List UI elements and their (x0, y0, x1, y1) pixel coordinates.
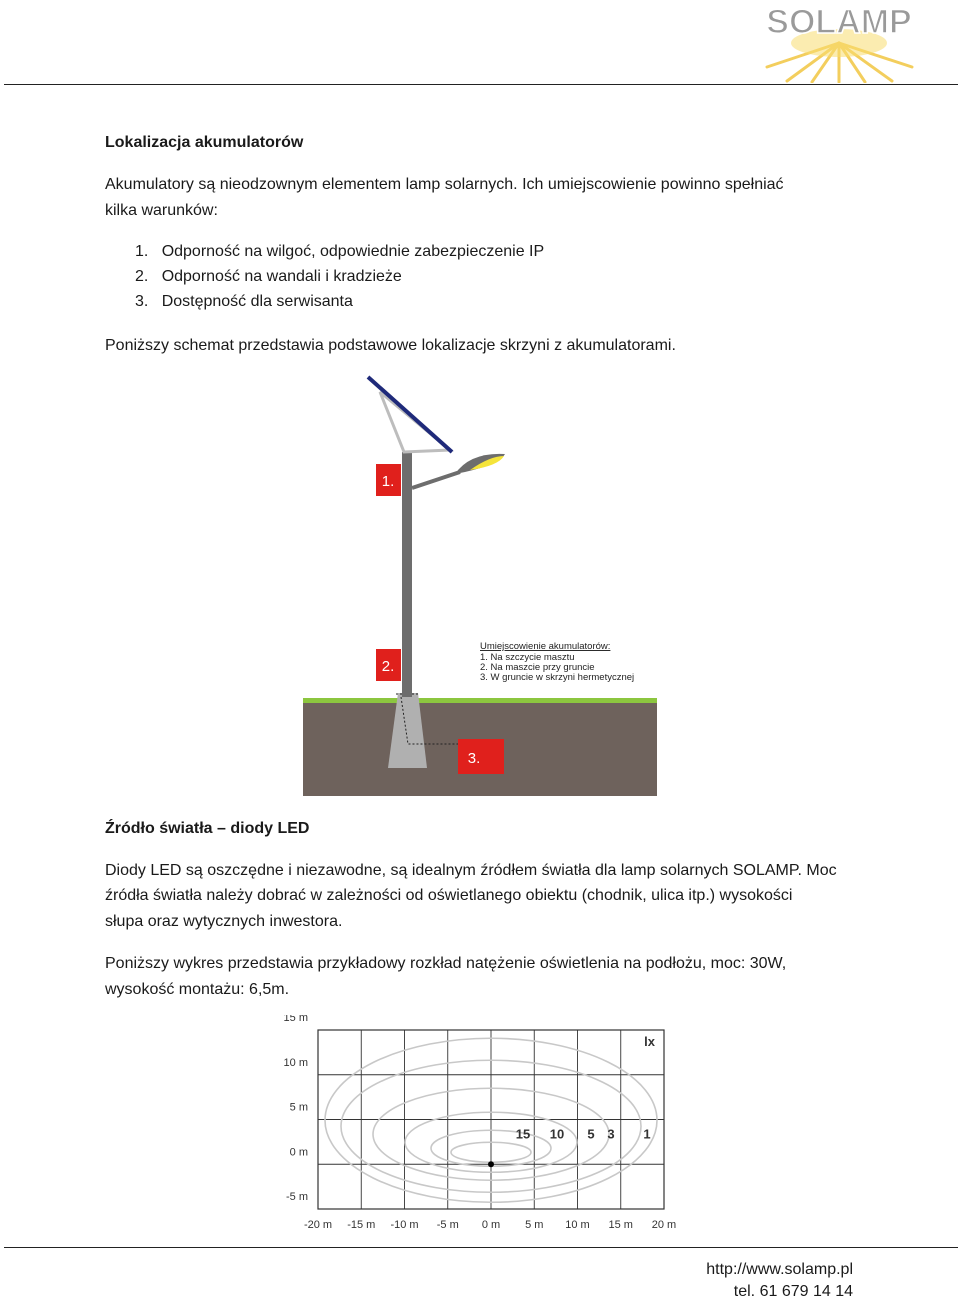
x-tick-label: 20 m (651, 1219, 677, 1231)
footer-rule (4, 1247, 958, 1248)
y-tick-label: 5 m (289, 1101, 308, 1114)
led-text-line1: Diody LED są oszczędne i niezawodne, są idealnym źródłem światła dla lamp solarnych SOLAMP. Moc (105, 862, 837, 879)
grass-line (303, 698, 657, 703)
intro-text-line2: kilka warunków: (105, 202, 218, 219)
y-tick-label: 0 m (289, 1146, 308, 1159)
led-text-line3: słupa oraz wytycznych inwestora. (105, 913, 343, 930)
list-item-number: 2. (135, 268, 149, 285)
lamp-position-marker (488, 1161, 494, 1167)
contour-level-label: 10 (549, 1126, 565, 1142)
list-item (135, 289, 544, 314)
list-item-text: Odporność na wilgoć, odpowiednie zabezpieczenie IP (161, 243, 545, 260)
section-heading-led: Źródło światła – diody LED (105, 820, 310, 837)
contour-level-label: 5 (587, 1126, 595, 1142)
solamp-logo (757, 3, 922, 83)
list-item-text: Odporność na wandali i kradzieże (161, 268, 402, 285)
illuminance-chart (270, 1015, 690, 1237)
legend-item-3: 3. W gruncie w skrzyni hermetycznej (480, 672, 635, 683)
chart-intro-line1: Poniższy wykres przedstawia przykładowy rozkład natężenie oświetlenia na podłożu, moc: 30W, (105, 955, 787, 972)
x-tick-label: -15 m (347, 1219, 376, 1231)
x-tick-label: 5 m (525, 1219, 544, 1231)
contour-level-label: 3 (607, 1126, 615, 1142)
header-rule (4, 84, 958, 85)
lamp-arm (412, 472, 460, 488)
requirements-list (135, 239, 544, 314)
section-heading-batteries: Lokalizacja akumulatorów (105, 134, 304, 151)
lamp-pole (402, 452, 412, 697)
legend-item-2: 2. Na maszcie przy gruncie (480, 662, 595, 673)
battery-location-diagram (300, 372, 660, 800)
contour-level-label: 15 (515, 1126, 531, 1142)
list-item-number: 3. (135, 293, 149, 310)
x-tick-label: 0 m (481, 1219, 501, 1231)
logo-text: SOLAMP (766, 3, 912, 41)
chart-intro-line2: wysokość montażu: 6,5m. (105, 981, 290, 998)
footer-phone: tel. 61 679 14 14 (733, 1283, 853, 1300)
solar-panel (368, 377, 452, 452)
unit-label: lx (644, 1034, 655, 1049)
legend-title: Umiejscowienie akumulatorów: (480, 641, 611, 652)
marker-1-label: 1. (381, 473, 395, 490)
legend-item-1: 1. Na szczycie masztu (480, 652, 575, 663)
diagram-intro-text: Poniższy schemat przedstawia podstawowe lokalizacje skrzyni z akumulatorami. (105, 337, 676, 354)
led-text-line2: źródła światła należy dobrać w zależności od oświetlanego obiektu (chodnik, ulica itp.) wysokości (105, 887, 793, 904)
list-item-text: Dostępność dla serwisanta (161, 293, 353, 310)
list-item (135, 264, 544, 289)
list-item (135, 239, 544, 264)
y-tick-label: -5 m (286, 1191, 308, 1203)
x-tick-label: 15 m (608, 1219, 633, 1231)
x-tick-label: -10 m (390, 1219, 419, 1231)
x-tick-label: -5 m (436, 1219, 459, 1231)
x-tick-label: 10 m (565, 1219, 590, 1231)
marker-3 (458, 739, 504, 774)
footer-url[interactable]: http://www.solamp.pl (706, 1261, 853, 1278)
y-tick-label: 10 m (283, 1056, 308, 1069)
x-tick-label: -20 m (303, 1219, 333, 1231)
intro-text-line1: Akumulatory są nieodzownym elementem lamp solarnych. Ich umiejscowienie powinno spełniać (105, 176, 784, 193)
footer (706, 1259, 853, 1303)
y-tick-label: 15 m (283, 1015, 308, 1024)
marker-2-label: 2. (381, 658, 395, 675)
marker-3-label: 3. (467, 750, 481, 767)
list-item-number: 1. (135, 243, 149, 260)
contour-level-label: 1 (643, 1126, 651, 1142)
